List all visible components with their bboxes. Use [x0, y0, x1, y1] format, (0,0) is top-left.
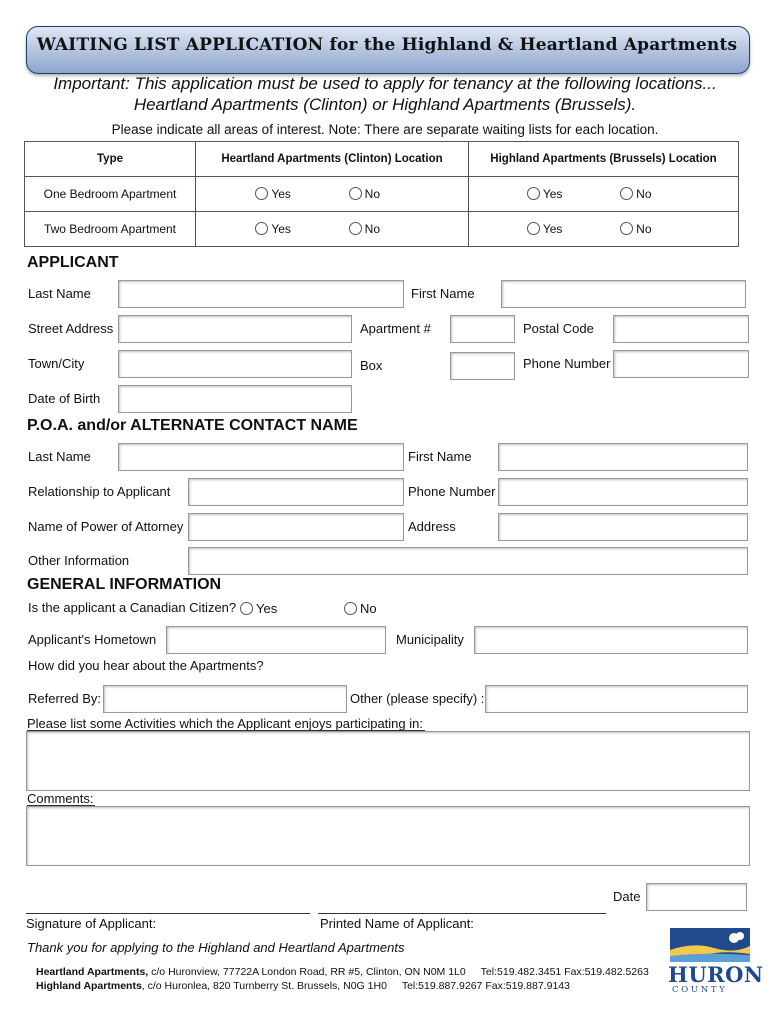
brussels-1br-yes[interactable]: Yes [527, 187, 617, 201]
signature-line [26, 913, 310, 914]
poa-last-name-input[interactable] [118, 443, 404, 471]
poa-heading: P.O.A. and/or ALTERNATE CONTACT NAME [27, 417, 358, 434]
apartment-input[interactable] [450, 315, 515, 343]
applicant-last-name-input[interactable] [118, 280, 404, 308]
date-input[interactable] [646, 883, 747, 911]
col-type: Type [25, 142, 196, 177]
citizen-question: Is the applicant a Canadian Citizen? [28, 600, 237, 615]
poa-address-input[interactable] [498, 513, 748, 541]
referred-by-label: Referred By: [28, 691, 101, 706]
postal-code-label: Postal Code [523, 321, 594, 336]
heartland-footer [36, 966, 649, 978]
logo-sub: C O U N T Y [672, 985, 725, 995]
highland-name: Highland Apartments [36, 980, 142, 992]
radio-icon[interactable] [349, 222, 362, 235]
general-heading: GENERAL INFORMATION [27, 576, 222, 593]
brussels-2br-no[interactable]: No [620, 222, 680, 236]
col-clinton: Heartland Apartments (Clinton) Location [196, 142, 469, 177]
highland-footer [36, 980, 570, 992]
poa-phone-label: Phone Number [408, 484, 496, 499]
comments-label: Comments: [27, 791, 94, 806]
form-title: WAITING LIST APPLICATION for the Highland & Heartland Apartments [36, 35, 738, 55]
poa-address-label: Address [408, 519, 456, 534]
signature-label: Signature of Applicant: [26, 916, 157, 931]
heartland-address: c/o Huronview, 77722A London Road, RR #5, Clinton, ON N0M 1L0 [151, 966, 466, 978]
radio-icon[interactable] [527, 187, 540, 200]
brussels-2br-yes[interactable]: Yes [527, 222, 617, 236]
highland-tel: Tel:519.887.9267 Fax:519.887.9143 [401, 980, 570, 992]
important-line-1: Important: This application must be used to apply for tenancy at the following locations... [53, 74, 717, 93]
interest-note: Please indicate all areas of interest. Note: There are separate waiting lists for each location. [111, 122, 659, 137]
other-info-input[interactable] [188, 547, 748, 575]
activities-textarea[interactable] [26, 731, 750, 791]
apartment-label: Apartment # [360, 321, 431, 336]
poa-last-name-label: Last Name [28, 449, 91, 464]
municipality-label: Municipality [396, 632, 464, 647]
town-city-label: Town/City [28, 356, 85, 371]
citizen-no[interactable]: No [344, 601, 377, 616]
poa-name-input[interactable] [188, 513, 404, 541]
town-city-input[interactable] [118, 350, 352, 378]
citizen-yes[interactable]: Yes [240, 601, 277, 616]
radio-icon[interactable] [620, 222, 633, 235]
activities-label: Please list some Activities which the Applicant enjoys participating in: [27, 716, 423, 731]
location-table [24, 141, 739, 247]
radio-icon[interactable] [240, 602, 253, 615]
date-label: Date [613, 889, 641, 904]
street-address-input[interactable] [118, 315, 352, 343]
table-row [25, 212, 739, 247]
other-specify-label: Other (please specify) : [350, 691, 485, 706]
row-type: Two Bedroom Apartment [25, 212, 196, 247]
clinton-1br-yes[interactable]: Yes [255, 187, 345, 201]
hear-question: How did you hear about the Apartments? [28, 658, 264, 673]
box-label: Box [360, 358, 383, 373]
applicant-first-name-input[interactable] [501, 280, 746, 308]
radio-icon[interactable] [255, 222, 268, 235]
poa-first-name-label: First Name [408, 449, 472, 464]
street-address-label: Street Address [28, 321, 114, 336]
applicant-phone-input[interactable] [613, 350, 749, 378]
radio-icon[interactable] [349, 187, 362, 200]
other-info-label: Other Information [28, 553, 130, 568]
printed-name-line [318, 913, 606, 914]
hometown-label: Applicant's Hometown [28, 632, 157, 647]
clinton-2br-no[interactable]: No [349, 222, 409, 236]
referred-by-input[interactable] [103, 685, 347, 713]
dob-input[interactable] [118, 385, 352, 413]
heartland-name: Heartland Apartments, [36, 966, 149, 978]
thank-you: Thank you for applying to the Highland and Heartland Apartments [27, 940, 405, 955]
logo-name: HURON [668, 962, 764, 987]
other-specify-input[interactable] [485, 685, 748, 713]
hometown-input[interactable] [166, 626, 386, 654]
clinton-1br-no[interactable]: No [349, 187, 409, 201]
applicant-last-name-label: Last Name [28, 286, 91, 301]
radio-icon[interactable] [344, 602, 357, 615]
relationship-label: Relationship to Applicant [28, 484, 171, 499]
important-line-2: Heartland Apartments (Clinton) or Highland Apartments (Brussels). [133, 95, 637, 114]
huron-county-logo [664, 928, 764, 998]
heartland-tel: Tel:519.482.3451 Fax:519.482.5263 [480, 966, 649, 978]
table-row [25, 177, 739, 212]
radio-icon[interactable] [527, 222, 540, 235]
municipality-input[interactable] [474, 626, 748, 654]
clinton-2br-yes[interactable]: Yes [255, 222, 345, 236]
printed-name-label: Printed Name of Applicant: [320, 916, 474, 931]
brussels-1br-no[interactable]: No [620, 187, 680, 201]
row-type: One Bedroom Apartment [25, 177, 196, 212]
box-input[interactable] [450, 352, 515, 380]
applicant-heading: APPLICANT [27, 254, 119, 271]
radio-icon[interactable] [620, 187, 633, 200]
poa-name-label: Name of Power of Attorney [28, 519, 184, 534]
poa-phone-input[interactable] [498, 478, 748, 506]
postal-code-input[interactable] [613, 315, 749, 343]
comments-textarea[interactable] [26, 806, 750, 866]
logo-emblem-icon [664, 928, 752, 964]
applicant-first-name-label: First Name [411, 286, 475, 301]
poa-first-name-input[interactable] [498, 443, 748, 471]
highland-address: , c/o Huronlea, 820 Turnberry St. Brussels, N0G 1H0 [141, 980, 387, 992]
dob-label: Date of Birth [28, 391, 101, 406]
relationship-input[interactable] [188, 478, 404, 506]
applicant-phone-label: Phone Number [523, 356, 611, 371]
radio-icon[interactable] [255, 187, 268, 200]
col-brussels: Highland Apartments (Brussels) Location [469, 142, 739, 177]
